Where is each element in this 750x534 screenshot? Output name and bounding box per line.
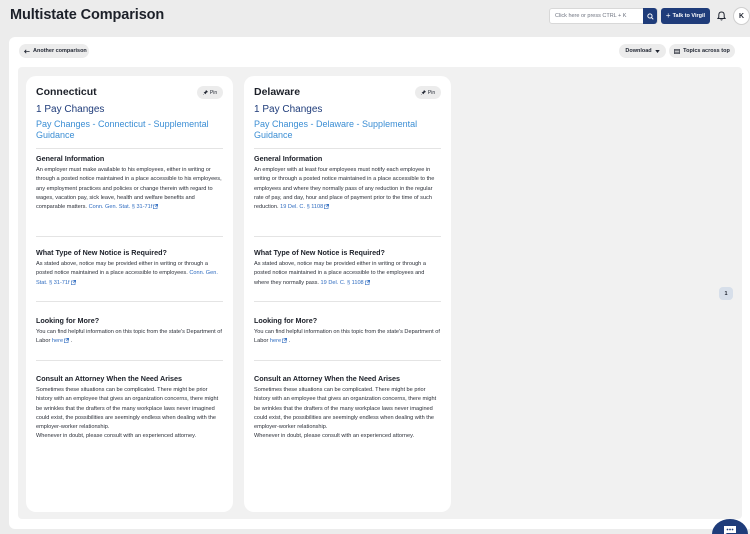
page-indicator[interactable]: 1 bbox=[719, 287, 733, 300]
section-body: You can find helpful information on this topic from the state's Department of Labor here . bbox=[36, 329, 222, 345]
page-title: Multistate Comparison bbox=[10, 7, 165, 23]
guidance-link[interactable]: Pay Changes - Connecticut - Supplemental Guidance bbox=[36, 119, 209, 140]
download-label: Download bbox=[625, 48, 652, 54]
talk-to-virgil-button[interactable] bbox=[661, 8, 710, 24]
another-comparison-label: Another comparison bbox=[33, 48, 87, 54]
caret-down-icon bbox=[655, 50, 660, 53]
search-button[interactable] bbox=[643, 8, 657, 24]
citation-link[interactable]: Conn. Gen. Stat. § 31-71f bbox=[89, 204, 159, 210]
section-body: Sometimes these situations can be complicated. There might be prior history with an employee that gives an organization concerns, there might be wrinkles that the drafters of the many workplace laws never imagined could exist, the possibilities are seemingly endless when dealing with the employer-worker relationship. bbox=[36, 387, 219, 431]
section-heading: General Information bbox=[36, 154, 105, 163]
section-body: You can find helpful information on this topic from the state's Department of Labor here . bbox=[254, 329, 440, 345]
here-link[interactable]: here bbox=[270, 338, 287, 344]
divider bbox=[254, 148, 441, 149]
section-body-closing: Whenever in doubt, please consult with an experienced attorney. bbox=[254, 433, 415, 440]
section-heading: Consult an Attorney When the Need Arises bbox=[36, 374, 183, 383]
external-link-icon bbox=[71, 280, 76, 285]
section-heading: What Type of New Notice is Required? bbox=[254, 248, 385, 257]
divider bbox=[36, 236, 223, 237]
top-bar bbox=[0, 0, 750, 34]
arrow-left-icon bbox=[24, 49, 30, 54]
plus-icon: + bbox=[665, 11, 671, 20]
state-title: Delaware bbox=[254, 86, 301, 98]
citation-link[interactable]: Conn. Gen. Stat. § 31-71f bbox=[36, 270, 218, 286]
section-notice-required bbox=[36, 248, 223, 288]
divider bbox=[36, 360, 223, 361]
section-body: An employer with at least four employees must notify each employee in writing or through a posted notice maintained in a place accessible to the employees and where they normally pass of any reduction in the regular rate of pay, and day, hour and place of payment prior to the time of such reduction. 19 Del. C. § 1108 bbox=[254, 167, 435, 211]
topics-across-top-button[interactable] bbox=[669, 44, 735, 58]
chat-icon bbox=[723, 525, 737, 534]
topics-across-top-label: Topics across top bbox=[683, 48, 730, 54]
state-card-delaware bbox=[244, 76, 451, 512]
divider bbox=[36, 148, 223, 149]
notifications-button[interactable] bbox=[715, 9, 727, 23]
section-consult-attorney bbox=[254, 374, 441, 442]
section-general-information bbox=[36, 154, 223, 212]
external-link-icon bbox=[64, 338, 69, 343]
search-input[interactable] bbox=[550, 9, 642, 23]
change-count: 1 Pay Changes bbox=[254, 104, 323, 115]
here-link[interactable]: here bbox=[52, 338, 69, 344]
section-heading: General Information bbox=[254, 154, 323, 163]
divider bbox=[254, 360, 441, 361]
section-heading: Looking for More? bbox=[254, 316, 318, 325]
divider bbox=[254, 236, 441, 237]
citation-link[interactable]: 19 Del. C. § 1108 bbox=[321, 280, 370, 286]
pin-button[interactable] bbox=[197, 86, 223, 99]
download-button[interactable] bbox=[619, 44, 666, 58]
section-body-closing: Whenever in doubt, please consult with an experienced attorney. bbox=[36, 433, 197, 440]
external-link-icon bbox=[282, 338, 287, 343]
divider bbox=[254, 301, 441, 302]
section-heading: Consult an Attorney When the Need Arises bbox=[254, 374, 401, 383]
section-notice-required bbox=[254, 248, 441, 288]
section-heading: Looking for More? bbox=[36, 316, 100, 325]
layout-icon bbox=[674, 49, 680, 54]
section-body: As stated above, notice may be provided either in writing or through a posted notice maintained in a place accessible to the employees and where they normally pass. 19 Del. C. § 1108 bbox=[254, 261, 426, 286]
pin-button[interactable] bbox=[415, 86, 441, 99]
section-looking-for-more bbox=[36, 316, 223, 347]
citation-link[interactable]: 19 Del. C. § 1108 bbox=[280, 204, 329, 210]
pin-icon bbox=[421, 90, 426, 95]
external-link-icon bbox=[324, 204, 329, 209]
another-comparison-button[interactable] bbox=[19, 44, 89, 58]
pin-icon bbox=[203, 90, 208, 95]
search-box[interactable] bbox=[549, 8, 658, 24]
section-body: An employer must make available to his employees, either in writing or through a posted notice maintained in a place accessible to his employees, any employment practices and policies or change therein with regard to wages, vacation pay, sick leave, health and welfare benefits and comparable matters. Conn. Gen. Stat. § 31-71f bbox=[36, 167, 222, 211]
pin-label: Pin bbox=[209, 89, 218, 96]
state-card-connecticut bbox=[26, 76, 233, 512]
state-title: Connecticut bbox=[36, 86, 97, 98]
external-link-icon bbox=[365, 280, 370, 285]
section-general-information bbox=[254, 154, 441, 212]
change-count: 1 Pay Changes bbox=[36, 104, 105, 115]
external-link-icon bbox=[153, 204, 158, 209]
section-heading: What Type of New Notice is Required? bbox=[36, 248, 167, 257]
guidance-link[interactable]: Pay Changes - Delaware - Supplemental Guidance bbox=[254, 119, 418, 140]
talk-to-virgil-label: Talk to Virgil bbox=[672, 13, 706, 19]
section-consult-attorney bbox=[36, 374, 223, 442]
section-looking-for-more bbox=[254, 316, 441, 347]
avatar[interactable]: K bbox=[733, 7, 750, 25]
search-icon bbox=[647, 13, 654, 20]
divider bbox=[36, 301, 223, 302]
pin-label: Pin bbox=[427, 89, 436, 96]
bell-icon bbox=[717, 11, 726, 21]
section-body: As stated above, notice may be provided either in writing or through a posted notice maintained in a place accessible to employees. Conn. Gen. Stat. § 31-71f bbox=[36, 261, 218, 286]
section-body: Sometimes these situations can be complicated. There might be prior history with an employee that gives an organization concerns, there might be wrinkles that the drafters of the many workplace laws never imagined could exist, the possibilities are seemingly endless when dealing with the employer-worker relationship. bbox=[254, 387, 437, 431]
